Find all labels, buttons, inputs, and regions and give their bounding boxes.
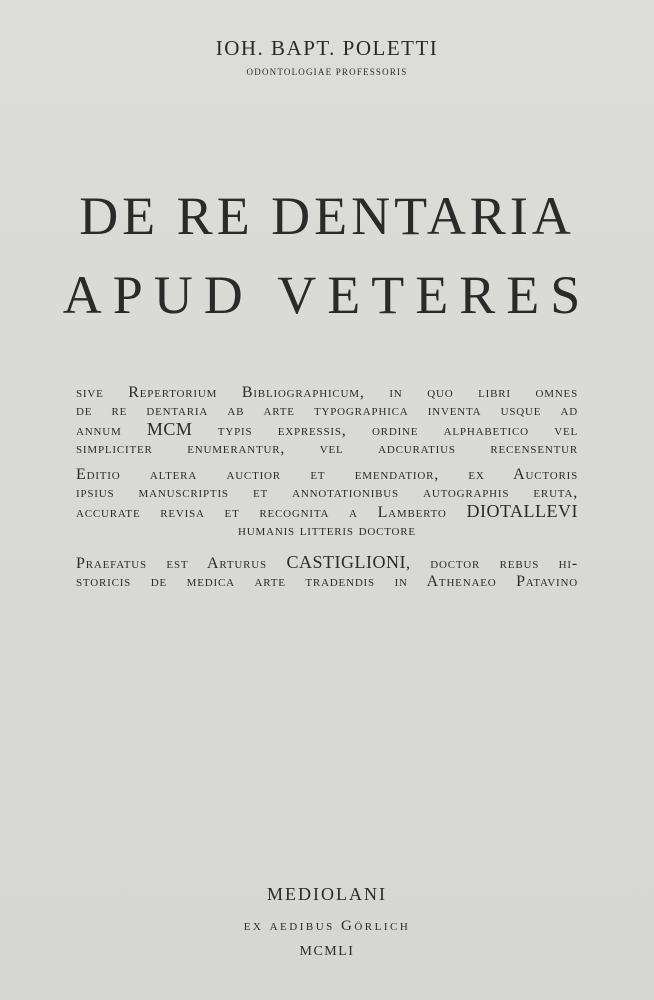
description-paragraph-1 [76,384,578,458]
text-line [76,553,578,573]
author-role: ODONTOLOGIAE PROFESSORIS [246,67,408,77]
description-paragraph-3 [76,553,578,591]
text-line: de re dentaria ab arte typographica inventa usque ad [76,402,578,419]
text-segment: DIOTALLEVI [466,501,578,521]
text-segment: accurate revisa et recognita a Lamberto [76,504,467,521]
text-line: simpliciter enumerantur, vel adcuratius recensentur [76,440,578,457]
imprint-press: ex aedibus Görlich [243,918,411,934]
text-line: humanis litteris doctore [238,522,416,539]
text-line [76,420,578,440]
author-name: IOH. BAPT. POLETTI [215,36,439,60]
title-line-2: APUD VETERES [62,265,592,325]
text-segment: , doctor rebus hi- [405,555,578,572]
text-segment: typis expressis, ordine alphabetico vel [192,422,578,439]
text-line: storicis de medica arte tradendis in Athenaeo Patavino [76,573,578,590]
text-line [76,502,578,522]
text-line: ipsius manuscriptis et annotationibus autographis eruta, [76,484,578,501]
title-line-1: DE RE DENTARIA [79,186,575,246]
text-line: Editio altera auctior et emendatior, ex Auctoris [76,466,578,483]
imprint-city: MEDIOLANI [267,884,387,904]
text-segment: annum [76,422,147,439]
text-segment: Praefatus est Arturus [76,555,287,572]
text-line: sive Repertorium Bibliographicum, in quo libri omnes [76,384,578,401]
imprint-year: MCMLI [299,944,355,959]
text-segment: CASTIGLIONI [286,552,406,572]
description-paragraph-2 [76,466,578,540]
text-segment: MCM [146,419,193,439]
